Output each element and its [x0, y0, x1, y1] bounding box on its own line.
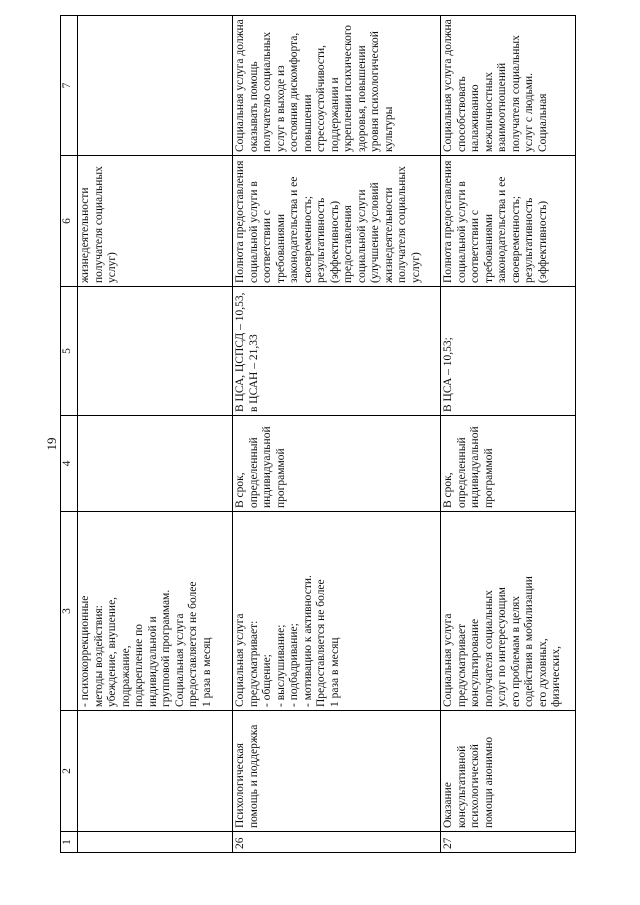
term-cell: В срок, определенный индивидуальной программой [233, 416, 441, 512]
service-name-cell: Оказание консультативной психологической помощи анонимно [441, 711, 576, 832]
description-line: - общение; [261, 654, 273, 707]
price-cell: В ЦСА, ЦСПСД – 10,53, в ЦСАН – 21,33 [233, 287, 441, 416]
description-line: предоставляется не более [187, 581, 199, 707]
description-line: групповой программам. [160, 589, 172, 707]
description-line: услуг по интересующим [496, 587, 508, 707]
quality-cell: Полнота предоставления социальной услуги в соответствии с требованиями законодательства и ее своевременность; результативность (эффективность) [441, 156, 576, 287]
description-line: предусматривает [455, 623, 468, 707]
description-line: Предоставляется не более [315, 579, 327, 707]
conditions-cell [78, 16, 233, 156]
description-line: - психокоррекционные [79, 595, 91, 707]
quality-cell: жизнедеятельности получателя социальных услуг) [78, 156, 233, 287]
column-number: 2 [61, 711, 78, 832]
row-number-cell: 27 [441, 832, 576, 853]
service-name-cell [78, 711, 233, 832]
description-line: - выслушивание; [274, 624, 287, 707]
description-line: его духовных, [536, 638, 549, 707]
service-description-cell [78, 512, 233, 711]
column-number: 1 [61, 832, 78, 853]
description-line: его проблемам в целях [509, 595, 522, 707]
price-cell [78, 287, 233, 416]
column-number-row [61, 16, 78, 853]
table-row-continuation [78, 16, 233, 853]
description-line: 1 раза в месяц [200, 637, 213, 707]
description-line: Социальная услуга [173, 613, 186, 707]
description-line: содействия в мобилизации [523, 576, 535, 707]
services-table [60, 15, 576, 853]
description-line: убеждение, внушение, [106, 596, 118, 707]
description-line: индивидуальной и [146, 616, 159, 707]
column-number: 3 [61, 512, 78, 711]
table-row [233, 16, 441, 853]
description-line: получателя социальных [482, 590, 495, 707]
row-number-cell: 26 [233, 832, 441, 853]
service-description-cell [441, 512, 576, 711]
column-number: 4 [61, 416, 78, 512]
description-line: подкрепление по [133, 623, 145, 707]
column-number: 7 [61, 16, 78, 156]
page-number: 19 [44, 437, 59, 451]
description-line: методы воздействия: [92, 605, 105, 707]
description-line: Социальная услуга [442, 613, 454, 707]
description-line: физических, [550, 646, 562, 707]
description-line: подражание, [119, 645, 132, 707]
conditions-cell: Социальная услуга должна способствовать налаживанию межличностных взаимоотношений получателя социальных услуг с людьми. Социальная [441, 16, 576, 156]
column-number: 5 [61, 287, 78, 416]
description-line: - мотивацию к активности. [301, 575, 314, 707]
service-name-cell: Психологическая помощь и поддержка [233, 711, 441, 832]
quality-cell: Полнота предоставления социальной услуги в соответствии с требованиями законодательства и ее своевременность; результативность (эффективность) предоставления социальной услуги (улучшение условий жизнедеятельности получателя социальных услуг) [233, 156, 441, 287]
term-cell: В срок, определенный индивидуальной программой [441, 416, 576, 512]
description-line: предусматривает: [247, 620, 260, 707]
table-row [441, 16, 576, 853]
rotated-table-container [60, 19, 580, 853]
price-cell: В ЦСА – 10,53; [441, 287, 576, 416]
description-line: - подбадривание; [288, 623, 300, 707]
row-number-cell [78, 832, 233, 853]
term-cell [78, 416, 233, 512]
column-number: 6 [61, 156, 78, 287]
conditions-cell: Социальная услуга должна оказывать помощь получателю социальных услуг в выходе из состояния дискомфорта, повышении стрессоустойчивости, поддержании и укреплении психического здоровья, повышении уровня психологической культуры [233, 16, 441, 156]
service-description-cell [233, 512, 441, 711]
description-line: консультирование [469, 618, 481, 707]
description-line: 1 раза в месяц [328, 637, 341, 707]
description-line: Социальная услуга [234, 613, 246, 707]
